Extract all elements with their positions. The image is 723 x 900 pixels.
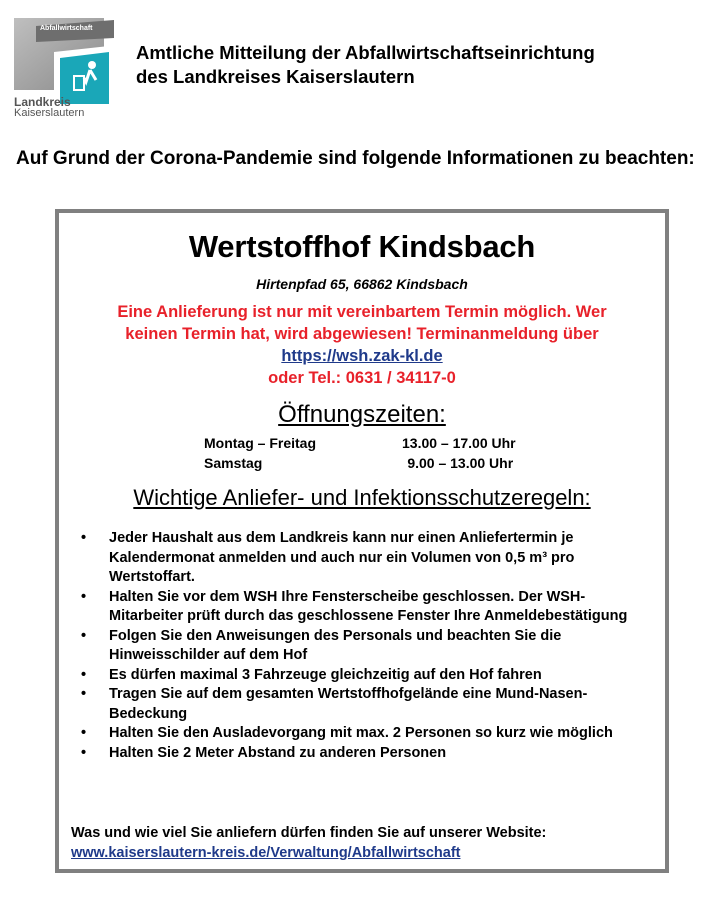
footer-text: Was und wie viel Sie anliefern dürfen finden Sie auf unserer Website:	[71, 825, 547, 841]
logo-line1: Landkreis	[14, 95, 71, 109]
list-item: • Jeder Haushalt aus dem Landkreis kann nur einen Anliefertermin je Kalendermonat anmelden und auch nur ein Volumen von 0,5 m³ pro Wertstoffart.	[81, 529, 656, 588]
notice-line-1: Eine Anlieferung ist nur mit vereinbartem Termin möglich. Wer	[117, 303, 607, 321]
notice-phone: oder Tel.: 0631 / 34117-0	[268, 369, 456, 387]
logo-tag: Abfallwirtschaft	[40, 25, 93, 32]
list-item: • Folgen Sie den Anweisungen des Personals und beachten Sie die Hinweisschilder auf dem Hof	[81, 627, 656, 666]
appointment-link[interactable]: https://wsh.zak-kl.de	[281, 347, 443, 365]
intro-text: Auf Grund der Corona-Pandemie sind folgende Informationen zu beachten:	[16, 148, 695, 169]
landkreis-logo	[14, 18, 122, 118]
appointment-notice	[69, 301, 655, 389]
rules-heading: Wichtige Anliefer- und Infektionsschutzeregeln:	[133, 485, 591, 510]
rules-list	[81, 529, 656, 763]
list-item: • Halten Sie 2 Meter Abstand zu anderen Personen	[81, 744, 656, 764]
hours-day: Montag – Freitag	[204, 435, 317, 451]
info-box	[55, 209, 669, 873]
footer-note	[71, 823, 661, 863]
header-line-1: Amtliche Mitteilung der Abfallwirtschaftseinrichtung	[136, 42, 595, 63]
hours-row	[204, 433, 544, 453]
hours-row	[204, 453, 544, 473]
hours-day: Samstag	[204, 455, 263, 471]
website-link[interactable]: www.kaiserslautern-kreis.de/Verwaltung/Abfallwirtschaft	[71, 845, 461, 861]
list-item: • Tragen Sie auf dem gesamten Wertstoffhofgelände eine Mund-Nasen-Bedeckung	[81, 685, 656, 724]
hours-time: 13.00 – 17.00 Uhr	[402, 435, 516, 451]
list-item: • Es dürfen maximal 3 Fahrzeuge gleichzeitig auf den Hof fahren	[81, 666, 656, 686]
list-item: • Halten Sie vor dem WSH Ihre Fensterscheibe geschlossen. Der WSH-Mitarbeiter prüft durch das geschlossene Fenster Ihre Anmeldebestätigung	[81, 588, 656, 627]
box-title: Wertstoffhof Kindsbach	[188, 229, 536, 264]
logo-line2: Kaiserslautern	[14, 107, 85, 119]
hours-time: 9.00 – 13.00 Uhr	[407, 455, 514, 471]
address: Hirtenpfad 65, 66862 Kindsbach	[256, 276, 468, 292]
opening-hours	[204, 433, 544, 473]
header-title	[136, 41, 716, 89]
header-line-2: des Landkreises Kaiserslautern	[136, 66, 415, 87]
notice-line-2: keinen Termin hat, wird abgewiesen! Terminanmeldung über	[125, 325, 599, 343]
list-item: • Halten Sie den Ausladevorgang mit max. 2 Personen so kurz wie möglich	[81, 724, 656, 744]
opening-hours-heading: Öffnungszeiten:	[278, 401, 446, 428]
